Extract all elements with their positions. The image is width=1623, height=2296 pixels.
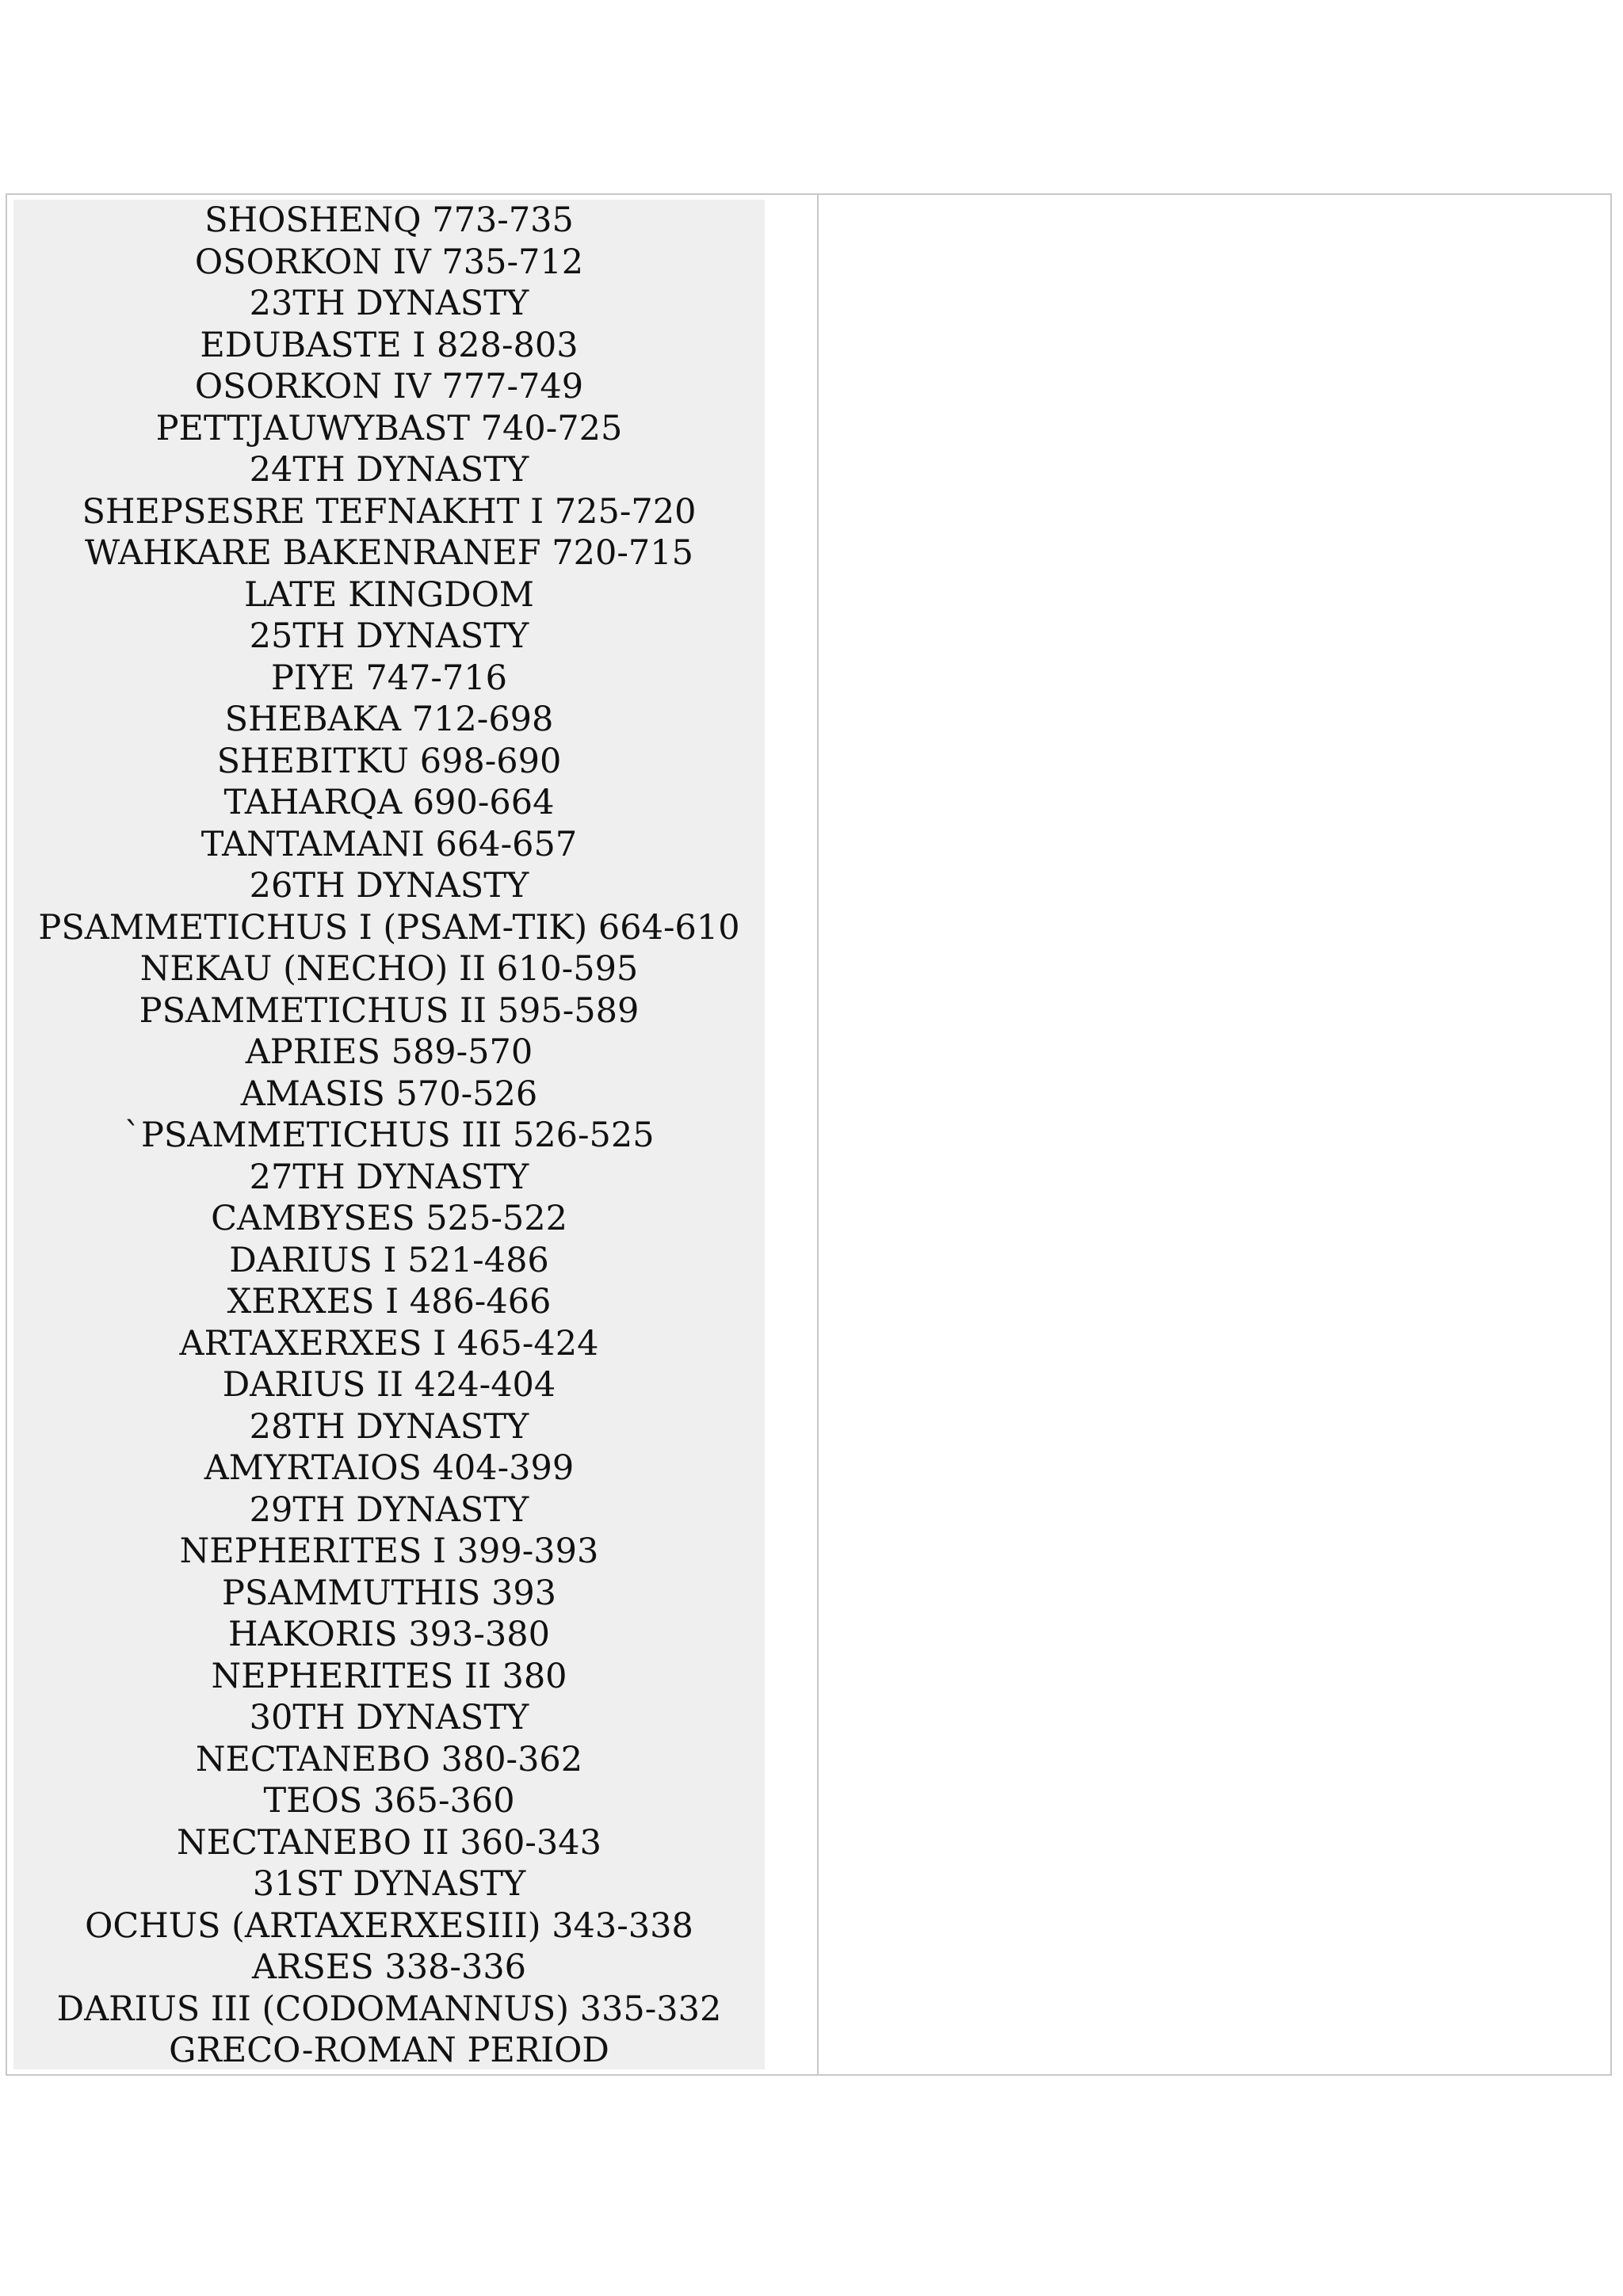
list-item: PSAMMETICHUS II 595-589 <box>139 990 640 1031</box>
list-item: 26TH DYNASTY <box>249 866 529 906</box>
list-item: CAMBYSES 525-522 <box>211 1199 567 1238</box>
list-item: PETTJAUWYBAST 740-725 <box>155 408 623 448</box>
list-item: NECTANEBO II 360-343 <box>177 1822 601 1863</box>
list-item: SHEPSESRE TEFNAKHT I 725-720 <box>82 491 697 532</box>
list-item: ARSES 338-336 <box>251 1947 527 1987</box>
list-item: 30TH DYNASTY <box>249 1698 529 1737</box>
list-item: 28TH DYNASTY <box>249 1406 529 1447</box>
list-item: LATE KINGDOM <box>244 574 534 615</box>
list-item: AMYRTAIOS 404-399 <box>204 1448 575 1488</box>
list-item: SHEBAKA 712-698 <box>224 700 554 739</box>
list-item: PSAMMUTHIS 393 <box>221 1573 557 1613</box>
list-item: NEPHERITES I 399-393 <box>179 1531 599 1571</box>
list-item: DARIUS I 521-486 <box>229 1240 549 1280</box>
table-cell-left <box>7 195 819 2074</box>
list-item: 27TH DYNASTY <box>249 1157 529 1197</box>
list-item: 23TH DYNASTY <box>249 284 529 323</box>
ruler-list <box>13 200 765 2072</box>
list-item: OSORKON IV 735-712 <box>194 242 584 282</box>
list-item: DARIUS III (CODOMANNUS) 335-332 <box>56 1989 722 2029</box>
list-item: NECTANEBO 380-362 <box>195 1739 583 1779</box>
list-item: SHEBITKU 698-690 <box>216 741 562 781</box>
list-item: APRIES 589-570 <box>245 1032 533 1072</box>
list-item: NEPHERITES II 380 <box>211 1656 567 1696</box>
list-item: TANTAMANI 664-657 <box>200 824 578 864</box>
list-item: DARIUS II 424-404 <box>222 1365 556 1405</box>
list-item: OSORKON IV 777-749 <box>194 367 584 406</box>
list-item: XERXES I 486-466 <box>227 1282 552 1322</box>
list-item: ARTAXERXES I 465-424 <box>179 1323 599 1363</box>
list-item: SHOSHENQ 773-735 <box>204 200 574 240</box>
list-item: 24TH DYNASTY <box>249 450 529 490</box>
list-item: NEKAU (NECHO) II 610-595 <box>139 949 639 989</box>
list-item: AMASIS 570-526 <box>240 1074 538 1114</box>
list-item: `PSAMMETICHUS III 526-525 <box>124 1116 655 1155</box>
list-item: GRECO-ROMAN PERIOD <box>169 2031 609 2070</box>
table-cell-right <box>819 195 1610 2074</box>
list-item: EDUBASTE I 828-803 <box>200 325 579 365</box>
list-item: OCHUS (ARTAXERXESIII) 343-338 <box>85 1905 693 1946</box>
list-item: HAKORIS 393-380 <box>228 1615 550 1654</box>
list-item: WAHKARE BAKENRANEF 720-715 <box>85 533 693 573</box>
list-item: 25TH DYNASTY <box>249 616 529 656</box>
list-item: PIYE 747-716 <box>270 658 508 698</box>
list-item: TAHARQA 690-664 <box>223 783 555 822</box>
list-item: PSAMMETICHUS I (PSAM-TIK) 664-610 <box>38 907 740 948</box>
list-item: 31ST DYNASTY <box>252 1864 526 1904</box>
list-item: TEOS 365-360 <box>263 1781 515 1821</box>
dynasty-table <box>6 193 1612 2076</box>
list-item: 29TH DYNASTY <box>249 1489 529 1530</box>
